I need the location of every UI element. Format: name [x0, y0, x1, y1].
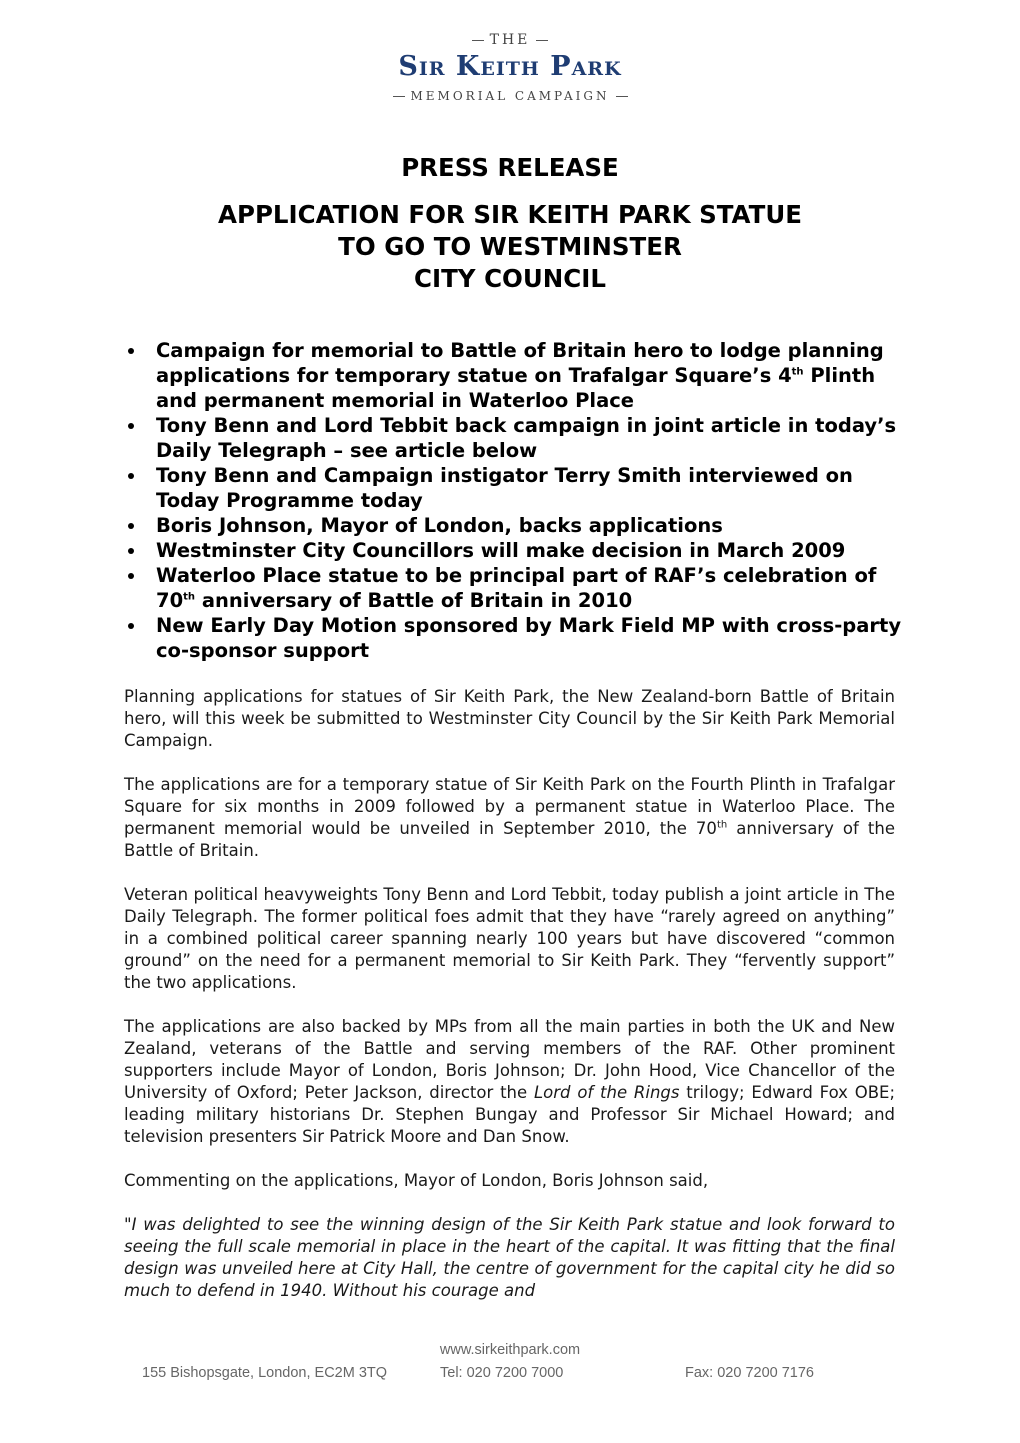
article-body — [124, 686, 895, 1324]
bullet-icon — [128, 573, 134, 579]
bullet-icon — [128, 423, 134, 429]
paragraph-2: The applications are for a temporary statue of Sir Keith Park on the Fourth Plinth in Trafalgar Square for six months in 2009 followed by a permanent statue in Waterloo Place. The permanent memorial would be unveiled in September 2010, the 70th anniversary of the Battle of Britain. — [124, 775, 895, 860]
bullet-item: Tony Benn and Lord Tebbit back campaign in joint article in today’s Daily Telegraph – see article below — [122, 413, 902, 463]
footer-fax: Fax: 020 7200 7176 — [685, 1365, 814, 1381]
headline — [0, 199, 1020, 295]
paragraph-1: Planning applications for statues of Sir Keith Park, the New Zealand-born Battle of Britain hero, will this week be submitted to Westminster City Council by the Sir Keith Park Memorial Campaign. — [124, 687, 895, 750]
bullet-item: Campaign for memorial to Battle of Britain hero to lodge planning applications for temporary statue on Trafalgar Square’s 4th Plinth and permanent memorial in Waterloo Place — [122, 338, 902, 413]
quote-paragraph: "I was delighted to see the winning design of the Sir Keith Park statue and look forward to seeing the full scale memorial in place in the heart of the capital. It was fitting that the final design was unveiled here at City Hall, the centre of government for the capital city he did so much to defend in 1940. Without his courage and — [124, 1215, 895, 1300]
paragraph-3: Veteran political heavyweights Tony Benn and Lord Tebbit, today publish a joint article in The Daily Telegraph. The former political foes admit that they have “rarely agreed on anything” in a combined political career spanning nearly 100 years but have discovered “common ground” on the need for a permanent memorial to Sir Keith Park. They “fervently support” the two applications. — [124, 885, 895, 992]
footer-address: 155 Bishopsgate, London, EC2M 3TQ — [142, 1365, 388, 1381]
paragraph-5: Commenting on the applications, Mayor of London, Boris Johnson said, — [124, 1171, 709, 1190]
logo-the: THE — [489, 32, 531, 48]
logo-subtitle: MEMORIAL CAMPAIGN — [410, 89, 610, 103]
footer-telephone: Tel: 020 7200 7000 — [440, 1365, 564, 1381]
footer-website-link[interactable]: www.sirkeithpark.com — [439, 1342, 581, 1358]
headline-line-3: CITY COUNCIL — [414, 264, 606, 293]
headline-line-2: TO GO TO WESTMINSTER — [338, 232, 682, 261]
bullet-icon — [128, 548, 134, 554]
page-footer — [0, 1338, 1020, 1384]
bullet-item: Waterloo Place statue to be principal part of RAF’s celebration of 70th anniversary of Battle of Britain in 2010 — [122, 563, 902, 613]
press-release-title: PRESS RELEASE — [401, 153, 619, 182]
bullet-item: Westminster City Councillors will make decision in March 2009 — [122, 538, 902, 563]
paragraph-4: The applications are also backed by MPs from all the main parties in both the UK and New Zealand, veterans of the Battle and serving members of the RAF. Other prominent supporters include Mayor of London, Boris Johnson; Dr. John Hood, Vice Chancellor of the University of Oxford; Peter Jackson, director the Lord of the Rings trilogy; Edward Fox OBE; leading military historians Dr. Stephen Bungay and Professor Sir Michael Howard; and television presenters Sir Patrick Moore and Dan Snow. — [124, 1017, 896, 1146]
bullet-icon — [128, 523, 134, 529]
bullet-icon — [128, 623, 134, 629]
bullet-item: Tony Benn and Campaign instigator Terry Smith interviewed on Today Programme today — [122, 463, 902, 513]
key-points-list — [122, 338, 902, 663]
title-block — [0, 153, 1020, 295]
logo-name: Sir Keith Park — [398, 51, 622, 82]
bullet-item: Boris Johnson, Mayor of London, backs applications — [122, 513, 902, 538]
bullet-icon — [128, 348, 134, 354]
campaign-logo — [0, 30, 1020, 106]
headline-line-1: APPLICATION FOR SIR KEITH PARK STATUE — [218, 200, 802, 229]
bullet-item: New Early Day Motion sponsored by Mark Field MP with cross-party co-sponsor support — [122, 613, 902, 663]
bullet-icon — [128, 473, 134, 479]
